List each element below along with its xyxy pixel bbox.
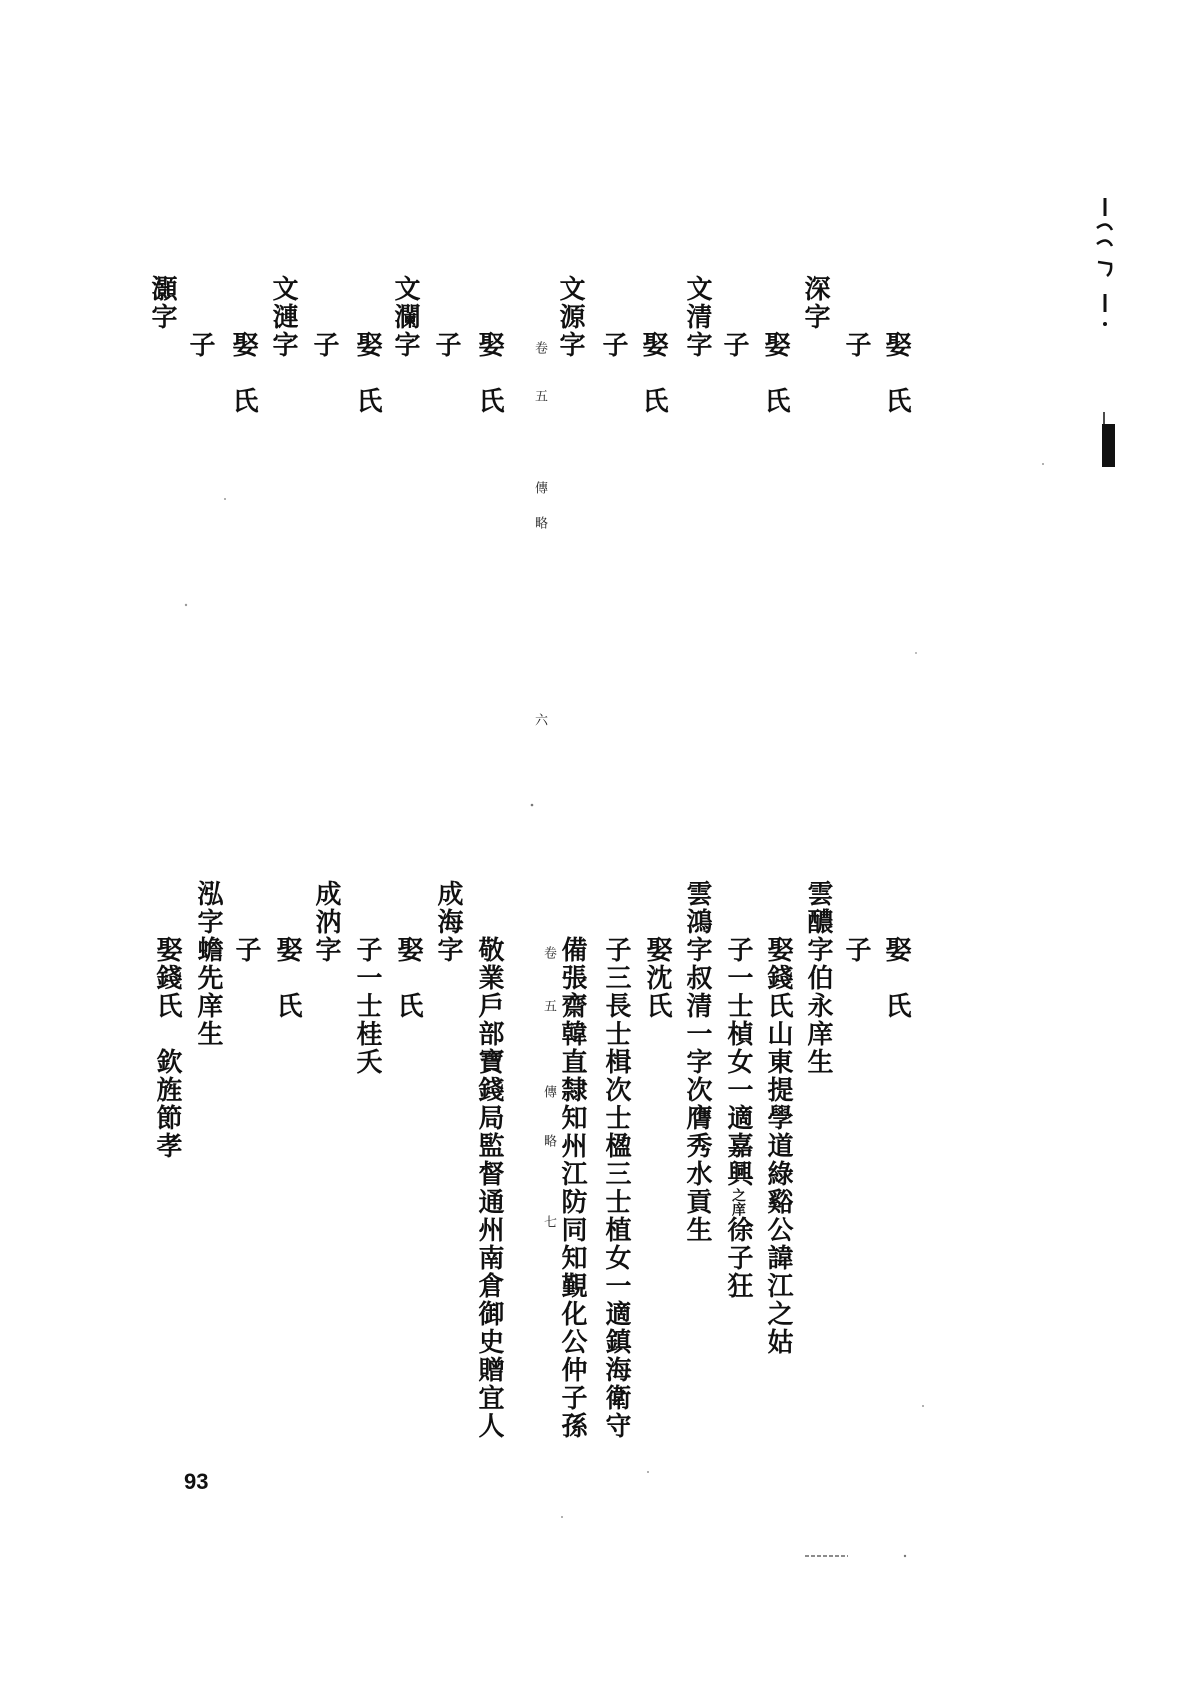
- page-number: 93: [184, 1469, 209, 1494]
- person-name-column: 文清字: [682, 275, 712, 359]
- margin-registration-mark: [1085, 190, 1125, 480]
- children-text: 子一士楨女一適嘉興: [723, 936, 753, 1188]
- spouse-column: 娶 氏: [881, 936, 911, 1020]
- children-column: 子: [841, 936, 871, 964]
- spouse-column: 娶 氏: [760, 331, 790, 415]
- children-column: 子: [841, 331, 871, 359]
- children-column: 子: [185, 331, 215, 359]
- children-column: 子: [719, 331, 749, 359]
- person-name-column: 文漣字: [268, 275, 298, 359]
- spouse-column: 娶沈氏: [642, 936, 672, 1020]
- volume-reference: 卷五: [532, 341, 547, 437]
- children-column: 子: [598, 331, 628, 359]
- spouse-column: 娶錢氏 欽旌節孝: [152, 936, 182, 1160]
- person-name-column: 成海字: [433, 880, 463, 964]
- children-text-tail: 徐子狂: [723, 1216, 753, 1300]
- children-column: 子一士桂夭: [352, 936, 382, 1076]
- person-name-column: 泓字蟾先庠生: [193, 880, 223, 1048]
- spouse-column: 娶 氏: [272, 936, 302, 1020]
- spouse-column: 娶 氏: [393, 936, 423, 1020]
- children-column: 子: [231, 936, 261, 964]
- spouse-column: 娶錢氏山東提學道綠谿公諱江之姑: [763, 936, 793, 1356]
- entry-number-reference: 七: [541, 1215, 556, 1228]
- continuation-column: 敬業戶部寶錢局監督通州南倉御史贈宜人: [474, 936, 504, 1440]
- continuation-column: 備張齋韓直隸知州江防同知覲化公仲子孫: [557, 936, 587, 1440]
- children-column: 子: [309, 331, 339, 359]
- person-name-column: 成汭字: [311, 880, 341, 964]
- person-name-column: 文瀾字: [390, 275, 420, 359]
- spouse-column: 娶 氏: [474, 331, 504, 415]
- person-name-column: 灝字: [147, 275, 177, 331]
- volume-reference: 卷五: [541, 946, 556, 1052]
- children-column: [725, 936, 751, 1300]
- person-name-column: 雲鴻字叔清一字次膺秀水貢生: [682, 880, 712, 1244]
- person-name-column: 雲醲字伯永庠生: [803, 880, 833, 1076]
- entry-number-reference: 六: [532, 713, 547, 726]
- spouse-column: 娶 氏: [638, 331, 668, 415]
- person-name-column: 深字: [800, 275, 830, 331]
- section-reference: 傳略: [532, 481, 547, 551]
- children-column: 子: [431, 331, 461, 359]
- interlinear-note: 之庠: [730, 1188, 746, 1216]
- spouse-column: 娶 氏: [228, 331, 258, 415]
- person-name-column: 文源字: [555, 275, 585, 359]
- children-column: 子三長士楫次士楹三士植女一適鎮海衛守: [601, 936, 631, 1440]
- spouse-column: 娶 氏: [352, 331, 382, 415]
- section-reference: 傳略: [541, 1085, 556, 1183]
- spouse-column: 娶 氏: [881, 331, 911, 415]
